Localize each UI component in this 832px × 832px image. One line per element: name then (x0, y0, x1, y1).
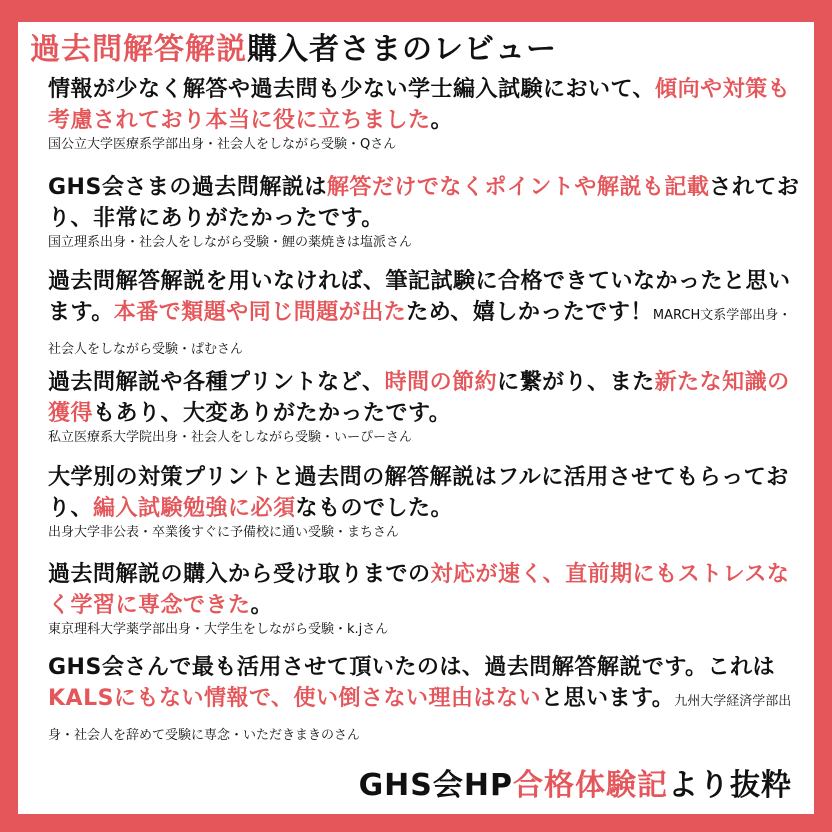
review-text: 情報が少なく解答や過去問も少ない学士編入試験において、傾向や対策も考慮されており本当に役に立ちました。 (48, 77, 791, 133)
review-item (48, 266, 800, 365)
title-highlight: 過去問解答解説 (30, 32, 247, 67)
review-text: 過去問解説や各種プリントなど、時間の節約に繋がり、また新たな知識の獲得もあり、大変ありがたかったです。 (48, 370, 790, 426)
review-author: 九州大学経済学部出身・社会人を辞めて受験に専念・いただきまきのさん (48, 694, 792, 743)
review-item (48, 462, 800, 542)
review-author: 私立医療系大学院出身・社会人をしながら受験・いーぴーさん (48, 430, 413, 445)
review-author: 出身大学非公表・卒業後すぐに予備校に通い受験・まちさん (48, 525, 400, 540)
source-credit: GHS会HP合格体験記より抜粋 (358, 768, 792, 803)
review-text: 大学別の対策プリントと過去問の解答解説はフルに活用させてもらっており、編入試験勉強に必須なものでした。 (48, 465, 789, 521)
review-item (48, 74, 800, 154)
review-item (48, 652, 800, 751)
review-author: MARCH文系学部出身・社会人をしながら受験・ぱむさん (48, 308, 792, 357)
review-text: GHS会さんで最も活用させて頂いたのは、過去問解答解説です。これはKALSにもない情報で、使い倒さない理由はないと思います。九州大学経済学部出身・社会人を辞めて受験に専念・いただきまきのさん (48, 655, 792, 743)
review-author: 国立理系出身・社会人をしながら受験・鯉の薬焼きは塩派さん (48, 235, 413, 250)
review-text: GHS会さまの過去問解説は解答だけでなくポイントや解説も記載されており、非常にありがたかったです。 (48, 175, 800, 231)
review-author: 国公立大学医療系学部出身・社会人をしながら受験・Qさん (48, 137, 397, 152)
review-card (18, 22, 814, 814)
review-text: 過去問解答解説を用いなければ、筆記試験に合格できていなかったと思います。本番で類題や同じ問題が出たため、嬉しかったです！MARCH文系学部出身・社会人をしながら受験・ぱむさん (48, 269, 792, 357)
review-item (48, 367, 800, 447)
title-rest: 購入者さまのレビュー (247, 32, 557, 67)
review-text: 過去問解説の購入から受け取りまでの対応が速く、直前期にもストレスなく学習に専念できた。 (48, 562, 790, 618)
review-item (48, 172, 800, 252)
page-title (30, 32, 557, 68)
review-item (48, 559, 800, 639)
review-author: 東京理科大学薬学部出身・大学生をしながら受験・k.jさん (48, 622, 389, 637)
